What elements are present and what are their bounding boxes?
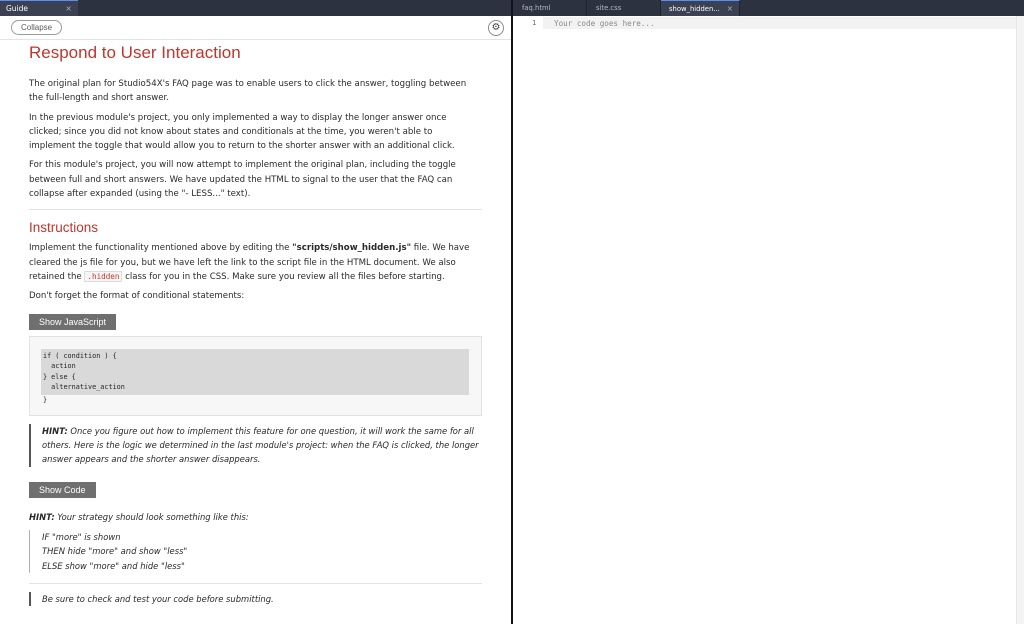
format-note: Don't forget the format of conditional statements: — [29, 291, 245, 302]
guide-toolbar — [0, 16, 511, 40]
strategy-hint-label: HINT: — [29, 511, 55, 522]
code-editor[interactable] — [513, 16, 1024, 624]
intro-paragraph-1: The original plan for Studio54X's FAQ page was to enable users to click the answer, toggling between the full-length and short answer. — [29, 79, 467, 104]
editor-placeholder: Your code goes here... — [554, 19, 655, 28]
line-gutter — [513, 16, 543, 624]
hidden-class-code: .hidden — [84, 271, 122, 282]
line-number: 1 — [532, 19, 537, 27]
check-note: Be sure to check and test your code before submitting. — [29, 592, 482, 606]
editor-tabbar — [513, 0, 1024, 16]
tab-guide-label: Guide — [6, 4, 29, 13]
intro-paragraph-3: For this module's project, you will now attempt to implement the original plan, including the toggle between full and short answers. We have updated the HTML to signal to the user that the FAQ can collapse after expanded (using the "- LESS..." text). — [29, 160, 456, 200]
tab-show-hidden-js[interactable] — [661, 0, 740, 16]
tab-site-css[interactable] — [587, 0, 661, 16]
collapse-button[interactable]: Collapse — [11, 20, 62, 35]
editor-scrollbar[interactable] — [1016, 16, 1024, 624]
instructions-paragraph — [29, 241, 474, 284]
logic-line: THEN hide "more" and show "less" — [42, 546, 188, 557]
page-title: Respond to User Interaction — [29, 43, 241, 62]
instructions-text-b: file. We have cleared the js file for you, but we have left the link to the script file in the HTML document. We also retained the — [29, 243, 470, 282]
divider — [29, 583, 482, 584]
hint-text — [42, 424, 482, 467]
logic-line: ELSE show "more" and hide "less" — [42, 560, 185, 571]
tab-label: show_hidden... — [669, 4, 720, 13]
close-icon[interactable]: × — [726, 4, 733, 13]
show-code-button[interactable]: Show Code — [29, 482, 96, 498]
editor-pane — [513, 0, 1024, 624]
script-filename: "scripts/show_hidden.js" — [292, 243, 412, 254]
strategy-hint-text: Your strategy should look something like this: — [54, 511, 249, 522]
code-example-lines: if ( condition ) { action } else { alternative_action — [41, 349, 469, 395]
guide-tabbar — [0, 0, 511, 16]
guide-content — [0, 43, 511, 606]
hint-body: Once you figure out how to implement this feature for one question, it will work the same for all others. Here is the logic we determined in the last module's project: when the FAQ is clicked, the longer answer appears and the shorter answer disappears. — [42, 426, 479, 465]
strategy-hint — [29, 512, 482, 522]
hint-block — [29, 424, 482, 467]
instructions-heading: Instructions — [29, 220, 99, 236]
close-icon[interactable]: × — [65, 4, 72, 13]
intro-paragraph-2: In the previous module's project, you only implemented a way to display the longer answer once clicked; since you did not know about states and conditionals at the time, you weren't able to implement the toggle that would allow you to return to the shorter answer with an additional click. — [29, 112, 455, 152]
show-javascript-button[interactable]: Show JavaScript — [29, 314, 116, 330]
gear-icon[interactable]: ⚙ — [488, 20, 504, 36]
instructions-text-a: Implement the functionality mentioned above by editing the — [29, 243, 293, 254]
tab-label: faq.html — [522, 4, 551, 12]
hint-label: HINT: — [42, 426, 68, 437]
divider — [29, 209, 482, 210]
tab-faq-html[interactable] — [513, 0, 587, 16]
code-example-closing-brace: } — [43, 395, 48, 404]
logic-line: IF "more" is shown — [42, 531, 121, 542]
guide-pane — [0, 0, 511, 624]
logic-block — [29, 530, 482, 574]
tab-guide[interactable] — [0, 0, 78, 16]
tab-label: site.css — [596, 4, 622, 12]
code-example — [29, 336, 482, 417]
instructions-text-c: class for you in the CSS. Make sure you review all the files before starting. — [122, 271, 445, 282]
